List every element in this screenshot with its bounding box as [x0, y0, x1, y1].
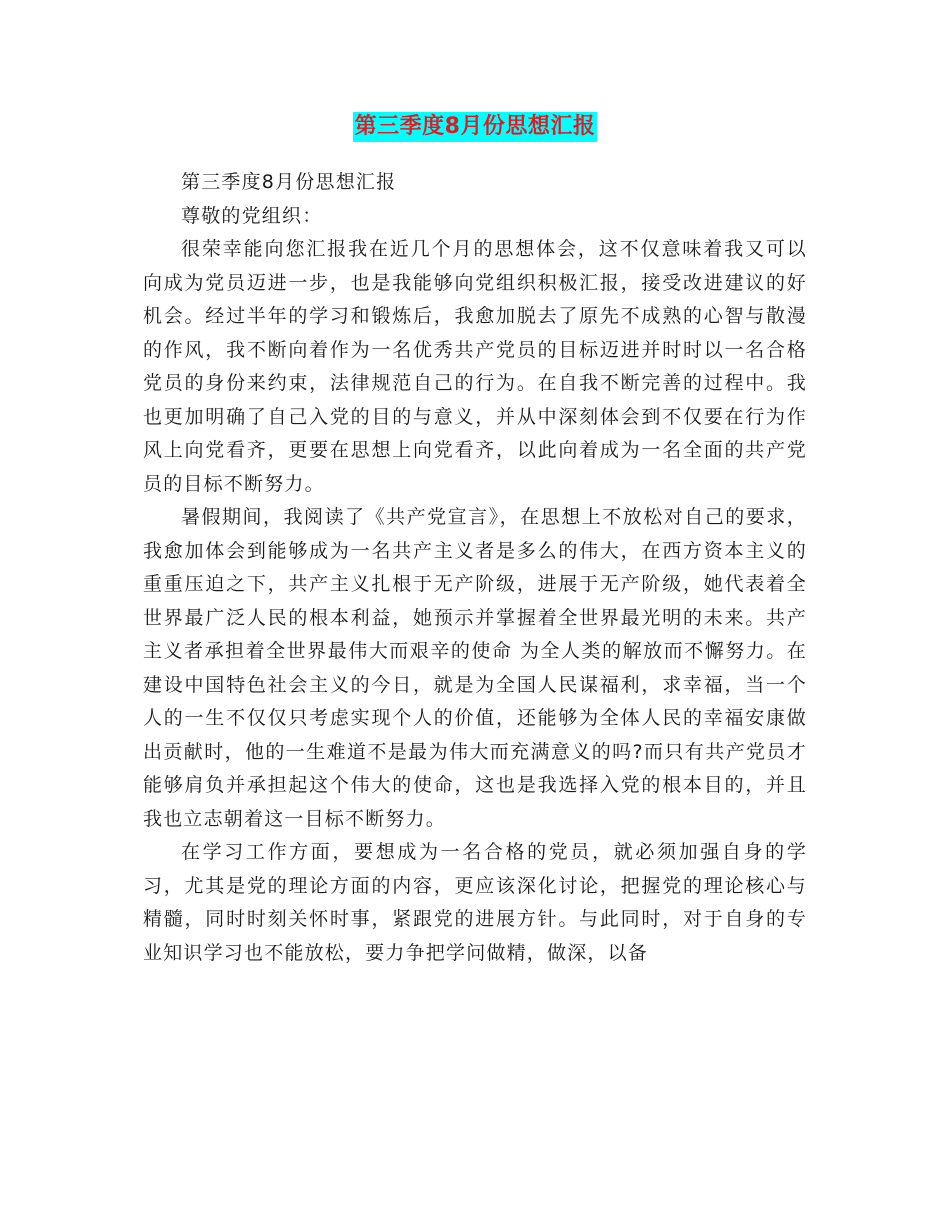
- title-container: [0, 112, 950, 142]
- paragraph: 很荣幸能向您汇报我在近几个月的思想体会，这不仅意味着我又可以向成为党员迈进一步，也是我能够向党组织积极汇报，接受改进建议的好机会。经过半年的学习和锻炼后，我愈加脱去了原先不成熟的心智与散漫的作风，我不断向着作为一名优秀共产党员的目标迈进并时时以一名合格党员的身份来约束，法律规范自己的行为。在自我不断完善的过程中。我也更加明确了自己入党的目的与意义，并从中深刻体会到不仅要在行为作风上向党看齐，更要在思想上向党看齐，以此向着成为一名全面的共产党员的目标不断努力。: [143, 238, 807, 495]
- heading-line: 第三季度8月份思想汇报: [181, 171, 397, 193]
- paragraph: 暑假期间，我阅读了《共产党宣言》，在思想上不放松对自己的要求，我愈加体会到能够成为一名共产主义者是多么的伟大，在西方资本主义的重重压迫之下，共产主义扎根于无产阶级，进展于无产阶级，她代表着全世界最广泛人民的根本利益，她预示并掌握着全世界最光明的未来。共产主义者承担着全世界最伟大而艰辛的使命 为全人类的解放而不懈努力。在建设中国特色社会主义的今日，就是为全国人民谋福利，求幸福，当一个人的一生不仅仅只考虑实现个人的价值，还能够为全体人民的幸福安康做出贡献时，他的一生难道不是最为伟大而充满意义的吗?而只有共产党员才能够肩负并承担起这个伟大的使命，这也是我选择入党的根本目的，并且我也立志朝着这一目标不断努力。: [143, 506, 807, 830]
- document-title: 第三季度8月份思想汇报: [353, 112, 598, 142]
- salutation: 尊敬的党组织：: [181, 204, 323, 227]
- document-body: [143, 166, 807, 970]
- paragraph: 在学习工作方面，要想成为一名合格的党员，就必须加强自身的学习，尤其是党的理论方面的内容，更应该深化讨论，把握党的理论核心与精髓，同时时刻关怀时事，紧跟党的进展方针。与此同时，对于自身的专业知识学习也不能放松，要力争把学问做精，做深，以备: [143, 841, 807, 964]
